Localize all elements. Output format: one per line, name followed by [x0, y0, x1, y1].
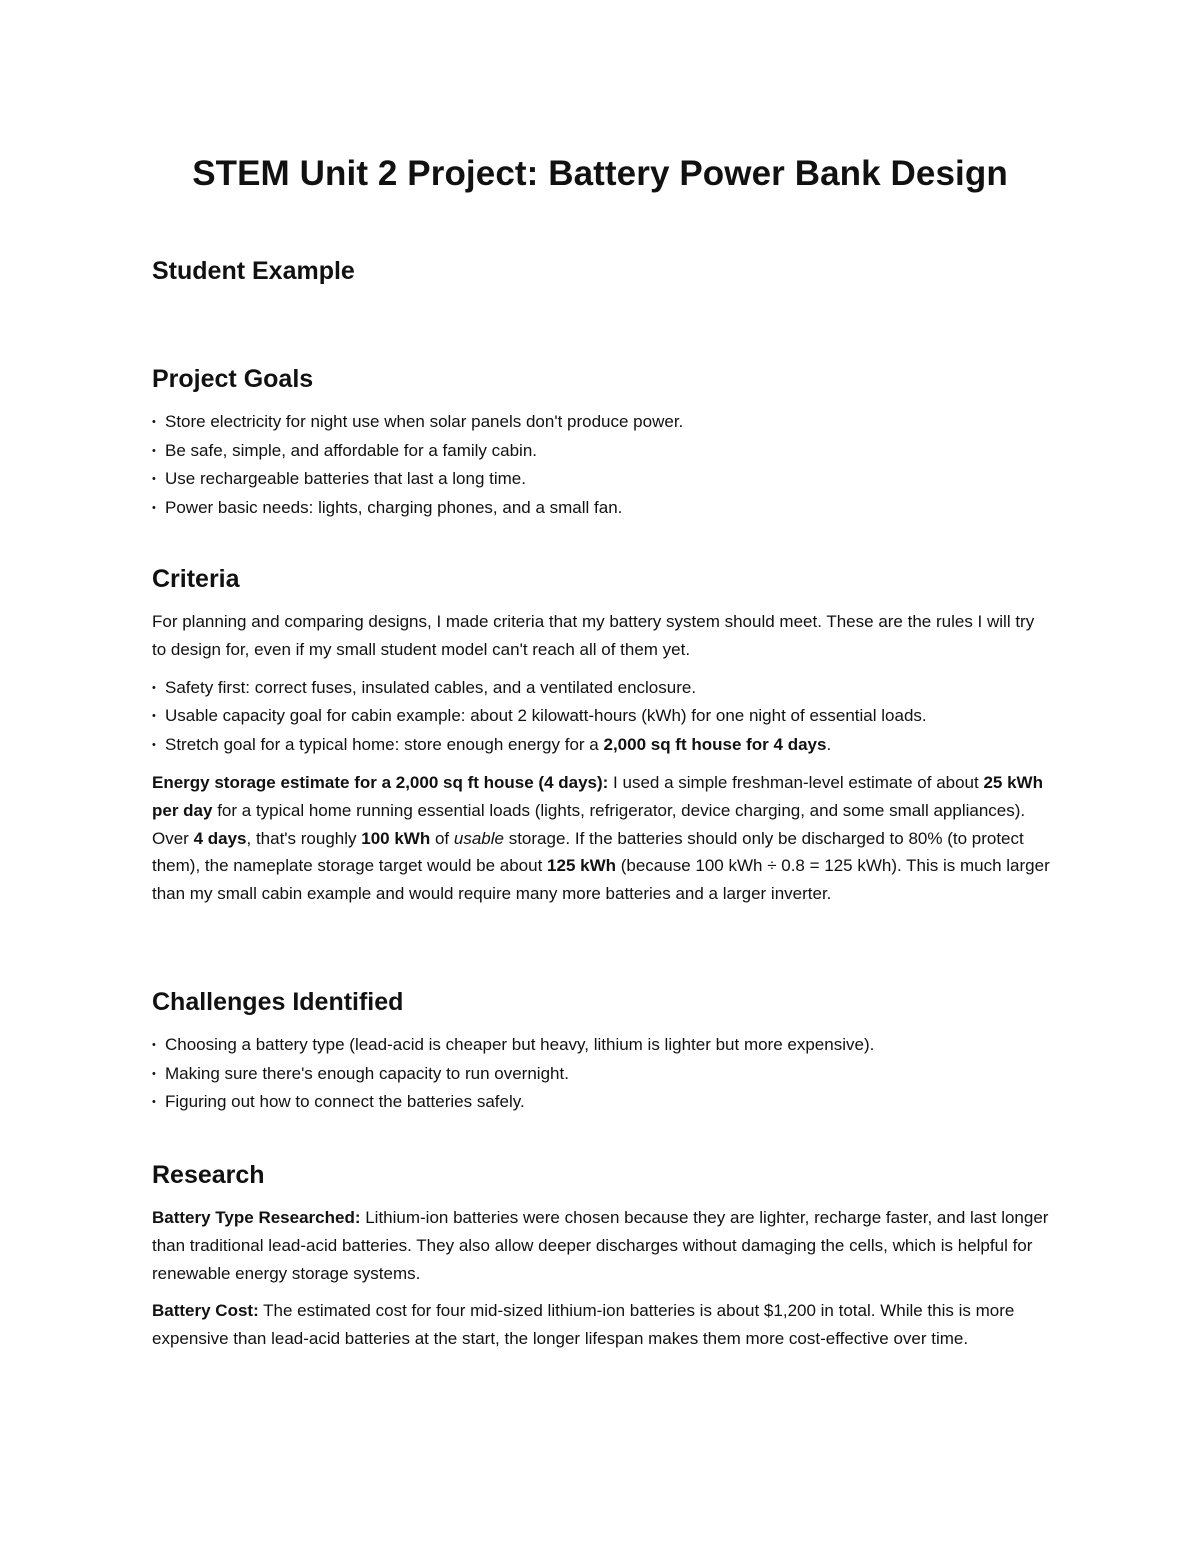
estimate-bold: 125 kWh	[547, 856, 617, 876]
section-project-goals	[152, 364, 1052, 522]
criteria-item3-suffix: .	[826, 734, 832, 754]
estimate-text: for a typical home running essential loads (lights, refrigerator, device charging, and some small appliances). Over	[152, 800, 1026, 848]
list-item: • Use rechargeable batteries that last a long time.	[152, 465, 1052, 494]
subtitle: Student Example	[152, 257, 355, 285]
list-item	[152, 731, 1052, 760]
battery-type-label: Battery Type Researched:	[152, 1208, 361, 1227]
list-item: • Choosing a battery type (lead-acid is cheaper but heavy, lithium is lighter but more expensive).	[152, 1031, 1052, 1060]
list-item: • Store electricity for night use when solar panels don't produce power.	[152, 408, 1052, 437]
criteria-item3-prefix: Stretch goal for a typical home: store enough energy for a	[165, 734, 604, 754]
list-item: • Power basic needs: lights, charging phones, and a small fan.	[152, 494, 1052, 523]
estimate-bold: 25 kWh per day	[152, 773, 1043, 820]
estimate-bold: 100 kWh	[361, 828, 431, 848]
criteria-item3-bold: 2,000 sq ft house for 4 days	[603, 734, 827, 754]
challenges-list	[152, 1031, 1052, 1117]
section-heading-research: Research	[152, 1161, 265, 1189]
battery-type-text: Lithium-ion batteries were chosen because they are lighter, recharge faster, and last longer than traditional lead-acid batteries. They also allow deeper discharges without damaging the cells, which is helpful for renewable energy storage systems.	[152, 1208, 1049, 1283]
battery-cost-paragraph	[152, 1297, 1052, 1353]
estimate-text: storage. If the batteries should only be discharged to 80% (to protect them), the nameplate storage target would be about	[152, 828, 1024, 876]
estimate-text: of	[430, 828, 454, 848]
battery-type-paragraph	[152, 1204, 1052, 1287]
project-goals-list	[152, 408, 1052, 522]
list-item: • Figuring out how to connect the batteries safely.	[152, 1088, 1052, 1117]
battery-cost-text: The estimated cost for four mid-sized lithium-ion batteries is about $1,200 in total. While this is more expensive than lead-acid batteries at the start, the longer lifespan makes them more cost-effective over time.	[152, 1301, 1015, 1349]
list-item: • Be safe, simple, and affordable for a family cabin.	[152, 437, 1052, 466]
section-heading-project-goals: Project Goals	[152, 365, 314, 393]
section-heading-criteria: Criteria	[152, 565, 240, 593]
estimate-italic: usable	[453, 828, 504, 848]
list-item: • Usable capacity goal for cabin example: about 2 kilowatt-hours (kWh) for one night of essential loads.	[152, 702, 1052, 731]
estimate-text: I used a simple freshman-level estimate of about	[608, 773, 984, 793]
estimate-bold: 4 days	[193, 828, 247, 848]
page-title: STEM Unit 2 Project: Battery Power Bank Design	[192, 154, 1008, 193]
estimate-text: (because 100 kWh ÷ 0.8 = 125 kWh). This is much larger than my small cabin example and would require many more batteries and a larger inverter.	[152, 856, 1050, 904]
criteria-intro: For planning and comparing designs, I made criteria that my battery system should meet. These are the rules I will try to design for, even if my small student model can't reach all of them yet.	[152, 612, 1035, 659]
section-criteria	[152, 564, 1052, 908]
estimate-text: , that's roughly	[246, 828, 362, 848]
section-challenges	[152, 987, 1052, 1117]
energy-estimate-label: Energy storage estimate for a 2,000 sq ft house (4 days):	[152, 773, 609, 793]
battery-cost-label: Battery Cost:	[152, 1301, 259, 1321]
energy-estimate-paragraph	[152, 769, 1052, 908]
list-item: • Safety first: correct fuses, insulated cables, and a ventilated enclosure.	[152, 674, 1052, 703]
section-research	[152, 1160, 1052, 1353]
section-heading-challenges: Challenges Identified	[152, 988, 404, 1016]
list-item: • Making sure there's enough capacity to run overnight.	[152, 1060, 1052, 1089]
criteria-list	[152, 674, 1052, 760]
